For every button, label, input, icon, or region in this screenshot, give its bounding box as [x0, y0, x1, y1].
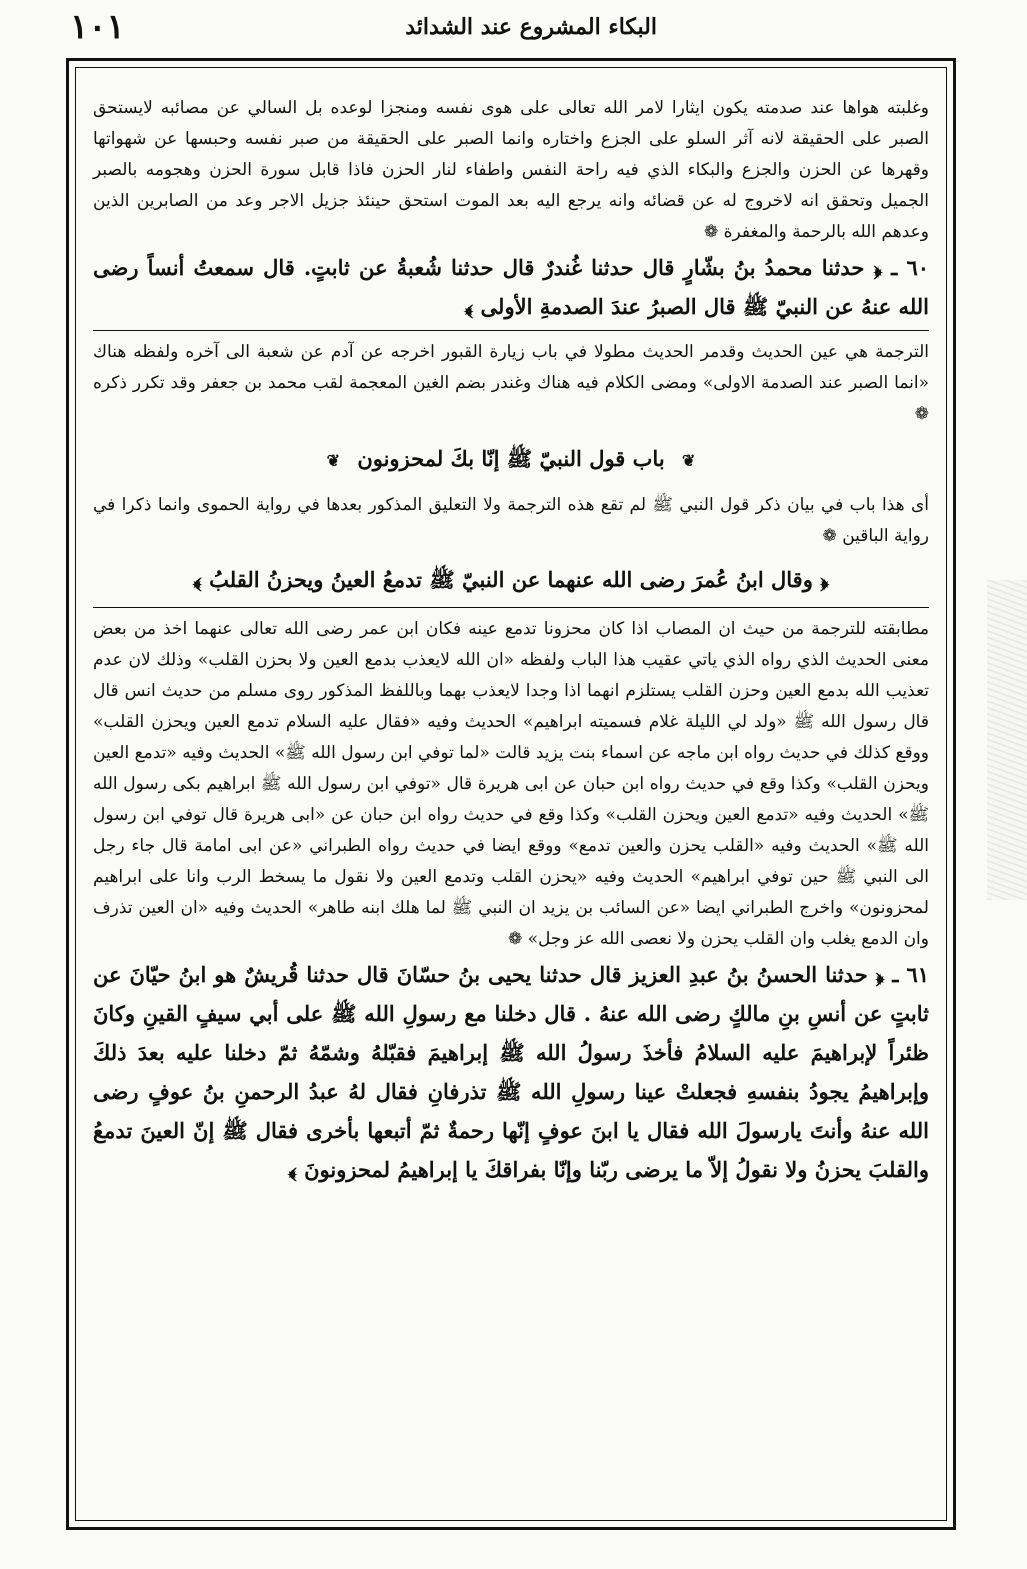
commentary-hadith-60: الترجمة هي عين الحديث وقدمر الحديث مطولا في باب زيارة القبور اخرجه عن آدم عن شعبة الى آخره ولفظه هناك «انما الصبر عند الصدمة الاولى» ومضى الكلام فيه هناك وغندر بضم الغين المعجمة لقب محمد بن جعفر وقد تكرر ذكره ❁ — [93, 342, 929, 424]
commentary-long: مطابقته للترجمة من حيث ان المصاب اذا كان محزونا تدمع عينه فكان ابن عمر رضى الله تعالى عنهما اخذ من بعض معنى الحديث الذي رواه الذي ياتي عقيب هذا الباب ولفظه «ان الله لايعذب بدمع العين ولا بحزن القلب» وذلك لان عدم تعذيب الله بدمع العين وحزن القلب يستلزم انهما اذا وجدا لايعذب بهما وباللفظ المذكور روى مسلم من حديث انس قال قال رسول الله ﷺ «ولد لي الليلة غلام فسميته ابراهيم» الحديث وفيه «فقال عليه السلام تدمع العين ويحزن القلب» ووقع كذلك في حديث رواه ابن ماجه عن اسماء بنت يزيد قالت «لما توفي ابن رسول الله ﷺ» الحديث وفيه «تدمع العين ويحزن القلب» وكذا وقع في حديث رواه ابن حبان عن ابى هريرة قال «توفي ابن رسول الله ﷺ ابراهيم بكى رسول الله ﷺ» الحديث وفيه «تدمع العين ويحزن القلب» وكذا وقع في حديث رواه ابن حبان عن «ابى هريرة قال توفي ابن رسول الله ﷺ» الحديث وفيه «القلب يحزن والعين تدمع» ووقع ايضا في حديث رواه الطبراني «عن ابى امامة قال جاء رجل الى النبي ﷺ حين توفي ابراهيم» الحديث وفيه «يحزن القلب وتدمع العين ولا نقول ما يسخط الرب وانا على ابراهيم لمحزونون» واخرج الطبراني ايضا «عن السائب بن يزيد ان النبي ﷺ لما هلك ابنه طاهر» الحديث وفيه «ان العين تذرف وان الدمع يغلب وان القلب يحزن ولا نعصى الله عز وجل» ❁ — [93, 619, 930, 949]
commentary-chapter: أى هذا باب في بيان ذكر قول النبي ﷺ لم تقع هذه الترجمة ولا التعليق المذكور بعدها في رواية الحموى وانما ذكرا في رواية الباقين ❁ — [93, 495, 929, 546]
scan-edge-artifact — [987, 580, 1027, 900]
ornament-left-icon: ❦ — [326, 451, 340, 470]
divider — [93, 330, 929, 331]
chapter-title: باب قول النبيّ ﷺ إنّا بكَ لمحزونون — [357, 446, 665, 471]
page-number: ١٠١ — [70, 7, 125, 47]
chapter-heading — [93, 436, 929, 484]
divider — [93, 607, 929, 608]
commentary-paragraph-1: وغلبته هواها عند صدمته يكون ايثارا لامر الله تعالى على هوى نفسه ومنجزا لوعده بل السالي عن مصائبه لايستحق الصبر على الحقيقة لانه آثر السلو على الجزع واختاره وانما الصبر على الحقيقة من صبر نفسه وحبسها عن شهواتها وقهرها عن الحزن والجزع والبكاء الذي فيه راحة النفس واطفاء لنار الحزن فاذا قابل سورة الحزن وهجومه بالصبر الجميل وتحقق انه لاخروج له عن قضائه وانه يرجع اليه بعد الموت استحق حينئذ جزيل الاجر وعد من الصابرين الذين وعدهم الله بالرحمة والمغفرة ❁ — [93, 98, 929, 242]
page-content — [93, 93, 929, 1515]
ornament-right-icon: ❦ — [682, 451, 696, 470]
ibn-umar-narration: ﴿ وقال ابنُ عُمرَ رضى الله عنهما عن النبيّ ﷺ تدمعُ العينُ ويحزنُ القلبُ ﴾ — [193, 567, 829, 592]
hadith-61: ٦١ ـ ﴿ حدثنا الحسنُ بنُ عبدِ العزيز قال حدثنا يحيى بنُ حسّانَ قال حدثنا قُريشٌ هو ابنُ حيّانَ عن ثابتٍ عن أنسِ بنِ مالكٍ رضى الله عنهُ . قال دخلنا مع رسولِ الله ﷺ على أبي سيفٍ القينِ وكانَ ظئراً لإبراهيمَ عليه السلامُ فأخذَ رسولُ الله ﷺ إبراهيمَ فقبّلهُ وشمّهُ ثمّ دخلنا عليه بعدَ ذلكَ وإبراهيمُ يجودُ بنفسهِ فجعلتْ عينا رسولِ الله ﷺ تذرفانِ فقال لهُ عبدُ الرحمنِ بنُ عوفٍ رضى الله عنهُ وأنتَ يارسولَ الله فقال يا ابنَ عوفٍ إنّها رحمةٌ ثمّ أتبعها بأخرى فقال ﷺ إنّ العينَ تدمعُ والقلبَ يحزنُ ولا نقولُ إلاّ ما يرضى ربّنا وإنّا بفراقكَ يا إبراهيمُ لمحزونونَ ﴾ — [93, 962, 929, 1182]
page-header — [70, 6, 957, 48]
hadith-60: ٦٠ ـ ﴿ حدثنا محمدُ بنُ بشّارٍ قال حدثنا غُندرٌ قال حدثنا شُعبةُ عن ثابتٍ. قال سمعتُ أنساً رضى الله عنهُ عن النبيّ ﷺ قال الصبرُ عندَ الصدمةِ الأولى ﴾ — [93, 255, 929, 319]
running-title: البكاء المشروع عند الشدائد — [405, 14, 657, 40]
page-frame — [66, 58, 956, 1530]
